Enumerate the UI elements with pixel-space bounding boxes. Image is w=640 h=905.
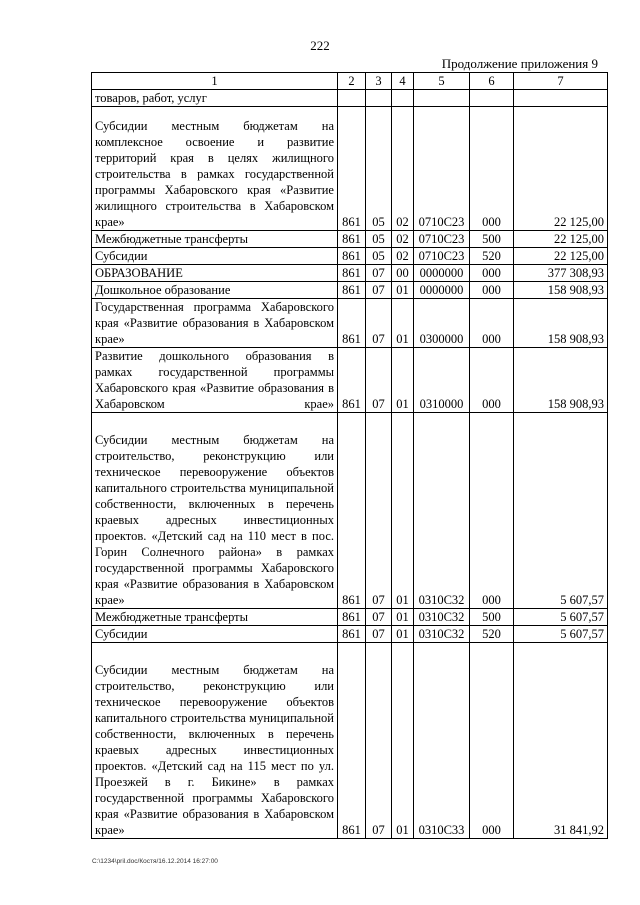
table-row — [92, 107, 608, 231]
amount: 22 125,00 — [514, 248, 608, 265]
code-target-article: 0310C32 — [414, 609, 470, 626]
code-expense-type: 000 — [470, 643, 514, 839]
code-ministry: 861 — [338, 643, 366, 839]
row-description: Субсидии местным бюджетам на строительство, реконструкцию или техническое перевооружение объектов капитального строительства муниципальной собственности, включенных в перечень краевых адресных инвестиционных проектов. «Детский сад на 115 мест по ул. Проезжей в г. Бикине» в рамках государственной программы Хабаровского края «Развитие образования в Хабаровском крае» — [92, 643, 338, 839]
table-row — [92, 265, 608, 282]
code-subsection: 01 — [392, 413, 414, 609]
code-target-article: 0310C33 — [414, 643, 470, 839]
code-target-article: 0710C23 — [414, 248, 470, 265]
code-expense-type — [470, 90, 514, 107]
table-row — [92, 413, 608, 609]
table-row — [92, 643, 608, 839]
page-number: 222 — [310, 38, 330, 53]
code-ministry: 861 — [338, 348, 366, 413]
header-cell: 5 — [414, 73, 470, 90]
code-target-article: 0310C32 — [414, 626, 470, 643]
amount: 377 308,93 — [514, 265, 608, 282]
code-expense-type: 000 — [470, 413, 514, 609]
code-subsection: 00 — [392, 265, 414, 282]
code-target-article: 0000000 — [414, 282, 470, 299]
code-ministry: 861 — [338, 609, 366, 626]
amount — [514, 90, 608, 107]
row-description: ОБРАЗОВАНИЕ — [92, 265, 338, 282]
table-row — [92, 231, 608, 248]
code-target-article: 0710C23 — [414, 231, 470, 248]
code-section: 05 — [366, 231, 392, 248]
code-subsection: 01 — [392, 282, 414, 299]
code-expense-type: 500 — [470, 609, 514, 626]
amount: 5 607,57 — [514, 626, 608, 643]
table-row — [92, 348, 608, 413]
header-cell: 2 — [338, 73, 366, 90]
code-subsection: 01 — [392, 609, 414, 626]
code-ministry: 861 — [338, 282, 366, 299]
code-subsection: 01 — [392, 299, 414, 348]
amount: 5 607,57 — [514, 413, 608, 609]
code-section: 07 — [366, 643, 392, 839]
table-row — [92, 609, 608, 626]
code-subsection: 01 — [392, 626, 414, 643]
code-subsection: 02 — [392, 248, 414, 265]
code-ministry — [338, 90, 366, 107]
row-description: товаров, работ, услуг — [92, 90, 338, 107]
code-ministry: 861 — [338, 299, 366, 348]
code-target-article: 0310C32 — [414, 413, 470, 609]
code-ministry: 861 — [338, 265, 366, 282]
code-target-article: 0710C23 — [414, 107, 470, 231]
code-expense-type: 500 — [470, 231, 514, 248]
code-expense-type: 520 — [470, 626, 514, 643]
row-description: Межбюджетные трансферты — [92, 609, 338, 626]
header-cell: 1 — [92, 73, 338, 90]
table-row — [92, 282, 608, 299]
code-target-article: 0000000 — [414, 265, 470, 282]
code-section: 07 — [366, 413, 392, 609]
row-description: Субсидии местным бюджетам на строительство, реконструкцию или техническое перевооружение объектов капитального строительства муниципальной собственности, включенных в перечень краевых адресных инвестиционных проектов. «Детский сад на 110 мест в пос. Горин Солнечного района» в рамках государственной программы Хабаровского края «Развитие образования в Хабаровском крае» — [92, 413, 338, 609]
row-description: Субсидии местным бюджетам на комплексное освоение и развитие территорий края в целях жилищного строительства в рамках государственной программы Хабаровского края «Развитие жилищного строительства в Хабаровском крае» — [92, 107, 338, 231]
row-description: Субсидии — [92, 626, 338, 643]
file-path-footer: C:\1234\pril.doc/Костя/16.12.2014 16:27:00 — [92, 858, 218, 865]
amount: 158 908,93 — [514, 299, 608, 348]
code-expense-type: 000 — [470, 107, 514, 231]
code-section: 05 — [366, 248, 392, 265]
code-section: 07 — [366, 348, 392, 413]
code-expense-type: 000 — [470, 265, 514, 282]
code-ministry: 861 — [338, 231, 366, 248]
header-cell: 7 — [514, 73, 608, 90]
appendix-continuation-label: Продолжение приложения 9 — [441, 56, 598, 71]
row-description: Развитие дошкольного образования в рамках государственной программы Хабаровского края «Развитие образования в Хабаровском крае» — [92, 348, 338, 413]
code-target-article — [414, 90, 470, 107]
code-expense-type: 000 — [470, 348, 514, 413]
code-ministry: 861 — [338, 107, 366, 231]
code-target-article: 0300000 — [414, 299, 470, 348]
amount: 31 841,92 — [514, 643, 608, 839]
code-expense-type: 000 — [470, 282, 514, 299]
budget-table — [91, 72, 608, 839]
table-header-row — [92, 73, 608, 90]
header-cell: 3 — [366, 73, 392, 90]
row-description: Дошкольное образование — [92, 282, 338, 299]
table-row — [92, 626, 608, 643]
code-ministry: 861 — [338, 248, 366, 265]
amount: 22 125,00 — [514, 231, 608, 248]
table-row — [92, 248, 608, 265]
code-subsection: 02 — [392, 107, 414, 231]
code-section: 07 — [366, 282, 392, 299]
code-subsection: 01 — [392, 348, 414, 413]
row-description: Государственная программа Хабаровского края «Развитие образования в Хабаровском крае» — [92, 299, 338, 348]
header-cell: 6 — [470, 73, 514, 90]
header-cell: 4 — [392, 73, 414, 90]
code-target-article: 0310000 — [414, 348, 470, 413]
code-subsection: 02 — [392, 231, 414, 248]
amount: 22 125,00 — [514, 107, 608, 231]
amount: 158 908,93 — [514, 282, 608, 299]
amount: 158 908,93 — [514, 348, 608, 413]
amount: 5 607,57 — [514, 609, 608, 626]
code-ministry: 861 — [338, 626, 366, 643]
code-section: 07 — [366, 299, 392, 348]
table-row — [92, 90, 608, 107]
code-expense-type: 000 — [470, 299, 514, 348]
code-subsection — [392, 90, 414, 107]
row-description: Межбюджетные трансферты — [92, 231, 338, 248]
code-section: 05 — [366, 107, 392, 231]
code-subsection: 01 — [392, 643, 414, 839]
code-section: 07 — [366, 626, 392, 643]
code-section: 07 — [366, 265, 392, 282]
code-expense-type: 520 — [470, 248, 514, 265]
code-section: 07 — [366, 609, 392, 626]
code-section — [366, 90, 392, 107]
row-description: Субсидии — [92, 248, 338, 265]
table-row — [92, 299, 608, 348]
code-ministry: 861 — [338, 413, 366, 609]
